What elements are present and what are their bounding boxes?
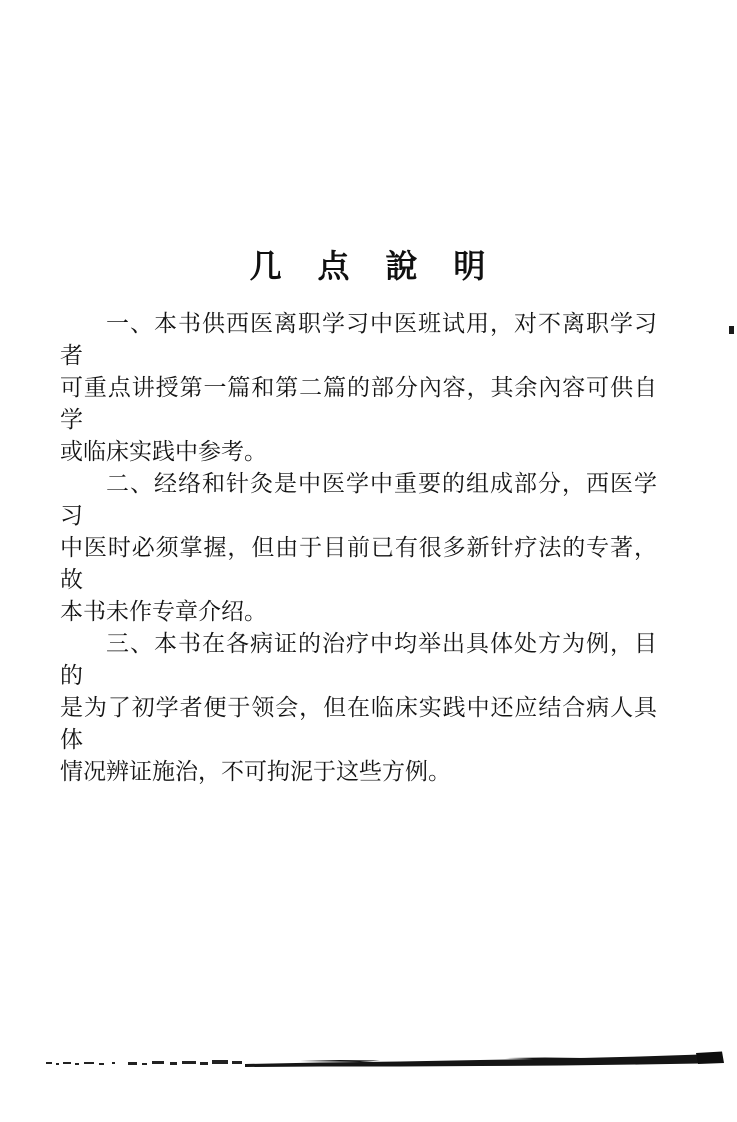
text-line-4: 二、经络和针灸是中医学中重要的组成部分，西医学习 (60, 471, 657, 528)
page-body (60, 308, 657, 788)
text-line-1: 一、本书供西医离职学习中医班试用，对不离职学习者 (60, 311, 657, 368)
page-title: 几 点 說 明 (249, 248, 488, 284)
text-line-9: 情况辨证施治，不可拘泥于这些方例。 (60, 759, 451, 784)
text-line-8: 是为了初学者便于领会，但在临床实践中还应结合病人具体 (60, 695, 657, 752)
text-line-6: 本书未作专章介绍。 (60, 599, 267, 624)
text-line-7: 三、本书在各病证的治疗中均举出具体处方为例，目的 (60, 631, 657, 688)
text-line-5: 中医时必须掌握，但由于目前已有很多新针疗法的专著，故 (60, 535, 657, 592)
scan-artifact-bottom-streak (0, 1046, 737, 1076)
scan-artifact-edge-mark (729, 326, 734, 334)
text-line-3: 或临床实践中参考。 (60, 439, 267, 464)
text-line-2: 可重点讲授第一篇和第二篇的部分內容，其余內容可供自学 (60, 375, 657, 432)
